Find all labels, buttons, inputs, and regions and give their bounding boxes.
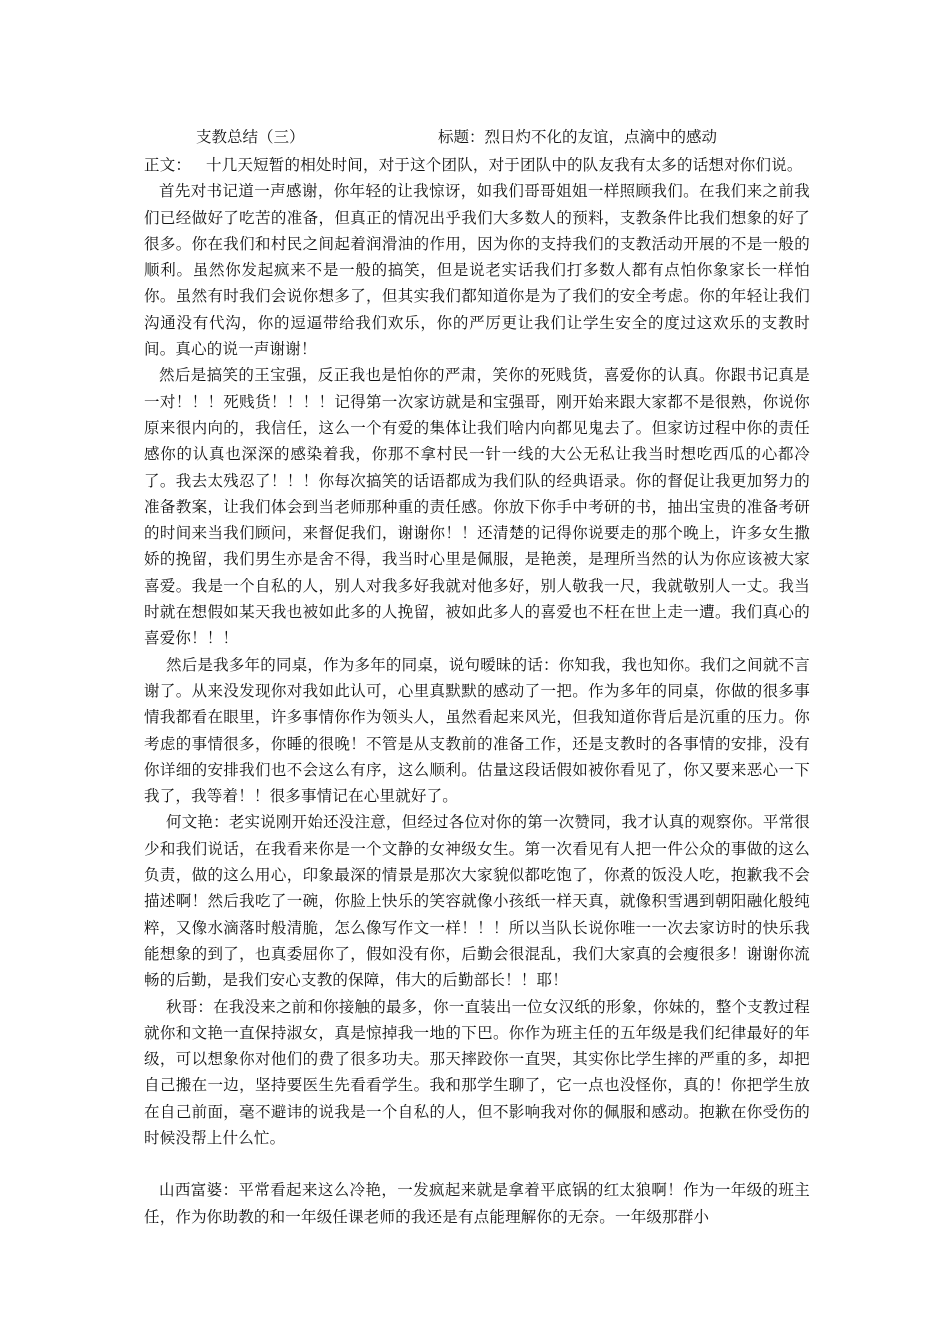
paragraph-shanxi: 山西富婆：平常看起来这么冷艳，一发疯起来就是拿着平底锅的红太狼啊！作为一年级的班主任，作为你助教的和一年级任课老师的我还是有点能理解你的无奈。一年级那群小 [144, 1181, 810, 1226]
intro-paragraph [144, 152, 810, 178]
paragraph-deskmate: 然后是我多年的同桌，作为多年的同桌，说句暧昧的话：你知我，我也知你。我们之间就不言谢了。从来没发现你对我如此认可，心里真默默的感动了一把。作为多年的同桌，你做的很多事情我都看在眼里，许多事情你作为领头人，虽然看起来风光，但我知道你背后是沉重的压力。你考虑的事情很多，你睡的很晚！不管是从支教前的准备工作，还是支教时的各事情的安排，没有你详细的安排我们也不会这么有序，这么顺利。估量这段话假如被你看见了，你又要来恶心一下我了，我等着！！很多事情记在心里就好了。 [144, 655, 810, 806]
document-title: 标题：烈日灼不化的友谊，点滴中的感动 [438, 128, 718, 146]
document-body [144, 152, 810, 1230]
paragraph-wangbaoqiang: 然后是搞笑的王宝强，反正我也是怕你的严肃，笑你的死贱货，喜爱你的认真。你跟书记真是一对！！！死贱货！！！！记得第一次家访就是和宝强哥，刚开始来跟大家都不是很熟，你说你原来很内向的，我信任，这么一个有爱的集体让我们啥内向都见鬼去了。但家访过程中你的责任感你的认真也深深的感染着我，你那不拿村民一针一线的大公无私让我当时想吃西瓜的心都冷了。我去太残忍了！！！你每次搞笑的话语都成为我们队的经典语录。你的督促让我更加努力的准备教案，让我们体会到当老师那种重的责任感。你放下你手中考研的书，抽出宝贵的准备考研的时间来当我们顾问，来督促我们，谢谢你！！还清楚的记得你说要走的那个晚上，许多女生撒娇的挽留，我们男生亦是舍不得，我当时心里是佩服，是艳羡，是理所当然的认为你应该被大家喜爱。我是一个自私的人，别人对我多好我就对他多好，别人敬我一尺，我就敬别人一丈。我当时就在想假如某天我也被如此多的人挽留，被如此多人的喜爱也不枉在世上走一遭。我们真心的喜爱你！！！ [144, 366, 810, 648]
title-line [0, 124, 950, 150]
document-series-title: 支教总结（三） [196, 128, 305, 146]
paragraph-gap [144, 1151, 810, 1177]
paragraph-qiuge: 秋哥：在我没来之前和你接触的最多，你一直装出一位女汉纸的形象，你妹的，整个支教过程就你和文艳一直保持淑女，真是惊掉我一地的下巴。你作为班主任的五年级是我们纪律最好的年级，可以想象你对他们的费了很多功夫。那天摔跤你一直哭，其实你比学生摔的严重的多，却把自己搬在一边，坚持要医生先看看学生。我和那学生聊了，它一点也没怪你，真的！你把学生放在自己前面，毫不避讳的说我是一个自私的人，但不影响我对你的佩服和感动。抱歉在你受伤的时候没帮上什么忙。 [144, 997, 810, 1147]
paragraph-hewenyan: 何文艳：老实说刚开始还没注意，但经过各位对你的第一次赞同，我才认真的观察你。平常很少和我们说话，在我看来你是一个文静的女神级女生。第一次看见有人把一件公众的事做的这么负责，做的这么用心，印象最深的情景是那次大家貌似都吃饱了，你煮的饭没人吃，抱歉我不会描述啊！然后我吃了一碗，你脸上快乐的笑容就像小孩纸一样天真，就像积雪遇到朝阳融化般纯粹，又像水滴落时般清脆，怎么像写作文一样！！！所以当队长说你唯一一次去家访时的快乐我能想象的到了，也真委屈你了，假如没有你，后勤会很混乱，我们大家真的会瘦很多！谢谢你流畅的后勤，是我们安心支教的保障，伟大的后勤部长！！耶！ [144, 813, 810, 990]
intro-text: 十几天短暂的相处时间，对于这个团队，对于团队中的队友我有太多的话想对你们说。 [206, 156, 803, 174]
body-label: 正文： [144, 156, 192, 174]
paragraph-secretary: 首先对书记道一声感谢，你年轻的让我惊讶，如我们哥哥姐姐一样照顾我们。在我们来之前我们已经做好了吃苦的准备，但真正的情况出乎我们大多数人的预料，支教条件比我们想象的好了很多。你在我们和村民之间起着润滑油的作用，因为你的支持我们的支教活动开展的不是一般的顺利。虽然你发起疯来不是一般的搞笑，但是说老实话我们打多数人都有点怕你象家长一样怕你。虽然有时我们会说你想多了，但其实我们都知道你是为了我们的安全考虑。你的年轻让我们沟通没有代沟，你的逗逼带给我们欢乐，你的严厉更让我们让学生安全的度过这欢乐的支教时间。真心的说一声谢谢！ [144, 182, 810, 359]
